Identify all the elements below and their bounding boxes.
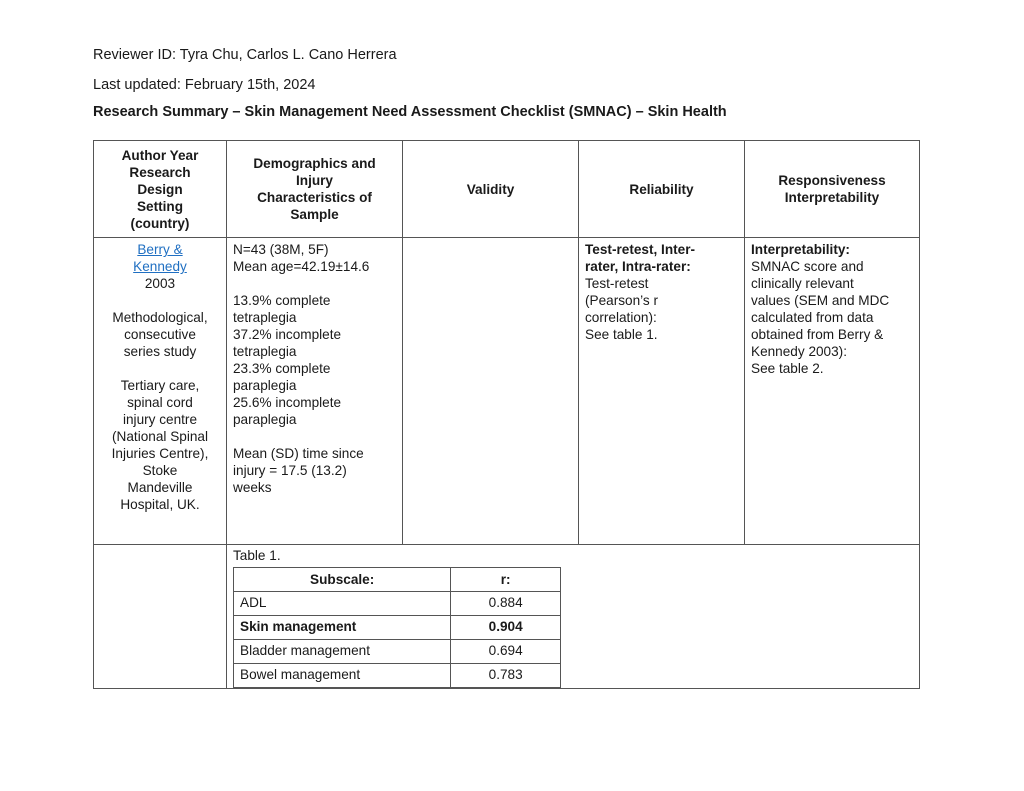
reliability-heading: rater, Intra-rater: [585, 259, 691, 274]
col-author-header [94, 141, 227, 238]
citation-link[interactable] [100, 241, 220, 275]
subscale-header: Subscale: [234, 568, 451, 592]
study-row [94, 238, 920, 545]
validity-cell [403, 238, 579, 545]
interpretability-cell [745, 238, 920, 545]
table1-cell [227, 545, 920, 689]
table1-caption: Table 1. [233, 548, 281, 563]
col-author-line: (country) [130, 215, 190, 231]
col-resp-line: Interpretability [784, 190, 880, 205]
interpretability-line: clinically relevant [751, 276, 854, 291]
demo-line: 13.9% complete [233, 293, 331, 308]
table-row [234, 592, 561, 616]
col-author-line: Research [129, 164, 191, 180]
last-updated: Last updated: February 15th, 2024 [93, 77, 316, 93]
design-line: Methodological, [112, 310, 208, 325]
demo-line: 37.2% incomplete [233, 327, 342, 342]
demo-line: tetraplegia [233, 310, 297, 325]
col-demo-line: Injury [295, 173, 333, 188]
research-summary-table [93, 140, 920, 689]
table-row [234, 640, 561, 664]
col-validity-header: Validity [403, 141, 579, 238]
setting-line: Mandeville [127, 480, 193, 495]
citation-line[interactable]: Kennedy [133, 259, 187, 274]
col-author-line: Design [137, 181, 183, 197]
demo-line: paraplegia [233, 412, 297, 427]
design-line: consecutive [124, 327, 196, 342]
demo-line: tetraplegia [233, 344, 297, 359]
col-author-line: Setting [136, 198, 184, 214]
demographics-cell [227, 238, 403, 545]
setting-line: Stoke [142, 463, 178, 478]
subscale-name: Bowel management [234, 664, 451, 688]
reviewer-id: Reviewer ID: Tyra Chu, Carlos L. Cano Herrera [93, 47, 397, 63]
author-cell [94, 238, 227, 545]
demo-line: Mean age=42.19±14.6 [233, 259, 370, 274]
citation-line[interactable]: Berry & [137, 242, 183, 257]
table-row [234, 616, 561, 640]
table-row [234, 664, 561, 688]
demo-line: paraplegia [233, 378, 297, 393]
r-header: r: [451, 568, 561, 592]
demo-line: 23.3% complete [233, 361, 331, 376]
col-demographics-header [227, 141, 403, 238]
interpretability-line: See table 2. [751, 361, 824, 376]
subscale-name: Bladder management [234, 640, 451, 664]
setting-line: Hospital, UK. [120, 497, 200, 512]
interpretability-line: values (SEM and MDC [751, 293, 890, 308]
table1-empty-cell [94, 545, 227, 689]
table1-row [94, 545, 920, 689]
setting-line: spinal cord [127, 395, 193, 410]
subscale-name: ADL [234, 592, 451, 616]
col-author-line: Author Year [121, 147, 199, 163]
col-reliability-header: Reliability [579, 141, 745, 238]
header-row [94, 141, 920, 238]
subscale-header-row [234, 568, 561, 592]
subscale-table [233, 567, 561, 688]
interpretability-line: calculated from data [751, 310, 874, 325]
setting-line: Injuries Centre), [111, 446, 209, 461]
reliability-cell [579, 238, 745, 545]
interpretability-line: SMNAC score and [751, 259, 864, 274]
demo-line: weeks [233, 480, 272, 495]
col-demo-line: Sample [290, 207, 339, 222]
demo-line: N=43 (38M, 5F) [233, 242, 329, 257]
setting-line: injury centre [122, 412, 198, 427]
r-value: 0.694 [451, 640, 561, 664]
r-value: 0.884 [451, 592, 561, 616]
study-year: 2003 [144, 276, 176, 291]
reliability-heading: Test-retest, Inter- [585, 242, 696, 257]
design-line: series study [123, 344, 197, 359]
demo-line: 25.6% incomplete [233, 395, 342, 410]
demo-line: Mean (SD) time since [233, 446, 364, 461]
demo-line: injury = 17.5 (13.2) [233, 463, 347, 478]
reliability-line: See table 1. [585, 327, 658, 342]
interpretability-heading: Interpretability: [751, 242, 850, 257]
r-value: 0.783 [451, 664, 561, 688]
col-responsiveness-header [745, 141, 920, 238]
reliability-line: correlation): [585, 310, 657, 325]
reliability-line: (Pearson’s r [585, 293, 659, 308]
document-title: Research Summary – Skin Management Need Assessment Checklist (SMNAC) – Skin Health [93, 104, 727, 120]
interpretability-line: Kennedy 2003): [751, 344, 847, 359]
col-demo-line: Characteristics of [257, 190, 372, 205]
setting-line: Tertiary care, [120, 378, 200, 393]
subscale-name: Skin management [234, 616, 451, 640]
reliability-line: Test-retest [585, 276, 649, 291]
col-resp-line: Responsiveness [778, 173, 886, 188]
interpretability-line: obtained from Berry & [751, 327, 884, 342]
r-value: 0.904 [451, 616, 561, 640]
setting-line: (National Spinal [112, 429, 208, 444]
col-demo-line: Demographics and [253, 156, 376, 171]
